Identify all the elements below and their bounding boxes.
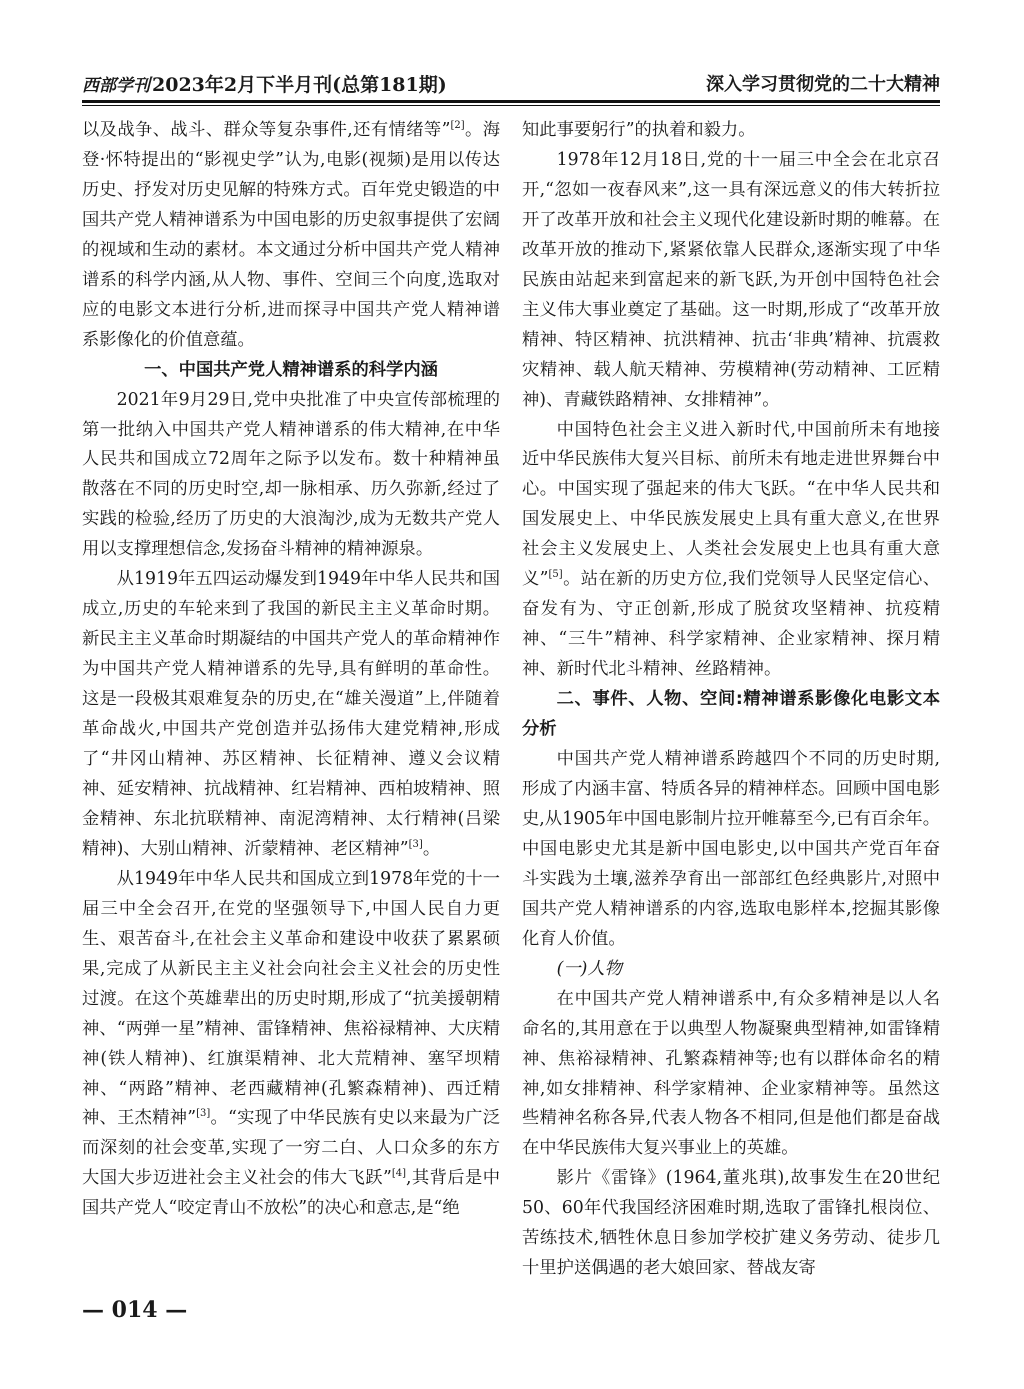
page-number: — 014 — [82, 1297, 188, 1323]
issue-label: 2023年2月下半月刊(总第181期) [152, 74, 447, 96]
paragraph: 在中国共产党人精神谱系中,有众多精神是以人名命名的,其用意在于以典型人物凝聚典型精神,如雷锋精神、焦裕禄精神、孔繁森精神等;也有以群体命名的精神,如女排精神、科学家精神、企业家精神等。虽然这些精神名称各异,代表人物各不相同,但是他们都是奋战在中华民族伟大复兴事业上的英雄。 [522, 988, 940, 1159]
left-column [82, 116, 500, 1224]
section-title: 深入学习贯彻党的二十大精神 [706, 74, 940, 95]
journal-logo: 西部学刊 [82, 76, 150, 96]
paragraph: 中国共产党人精神谱系跨越四个不同的历史时期,形成了内涵丰富、特质各异的精神样态。回顾中国电影史,从1905年中国电影制片拉开帷幕至今,已有百余年。中国电影史尤其是新中国电影史,以中国共产党百年奋斗实践为土壤,滋养孕育出一部部红色经典影片,对照中国共产党人精神谱系的内容,选取电影样本,挖掘其影像化育人价值。 [522, 749, 940, 949]
section-heading-2: 二、事件、人物、空间:精神谱系影像化电影文本分析 [522, 689, 940, 740]
citation-ref[interactable]: [2] [450, 120, 465, 132]
citation-ref[interactable]: [4] [391, 1168, 406, 1180]
section-heading-1: 一、中国共产党人精神谱系的科学内涵 [144, 359, 438, 380]
paragraph: 从1919年五四运动爆发到1949年中华人民共和国成立,历史的车轮来到了我国的新民主主义革命时期。新民主主义革命时期凝结的中国共产党人的革命精神作为中国共产党人精神谱系的先导,具有鲜明的革命性。这是一段极其艰难复杂的历史,在“雄关漫道”上,伴随着革命战火,中国共产党创造并弘扬伟大建党精神,形成了“井冈山精神、苏区精神、长征精神、遵义会议精神、延安精神、抗战精神、红岩精神、西柏坡精神、照金精神、东北抗联精神、南泥湾精神、太行精神(吕梁精神)、大别山精神、沂蒙精神、老区精神”[3]。 [82, 569, 500, 859]
paragraph: 影片《雷锋》(1964,董兆琪),故事发生在20世纪50、60年代我国经济困难时期,选取了雷锋扎根岗位、苦练技术,牺牲休息日参加学校扩建义务劳动、徒步几十里护送偶遇的老大娘回家、替战友寄 [522, 1168, 940, 1279]
paragraph: 知此事要躬行”的执着和毅力。 [522, 120, 756, 140]
paragraph: 从1949年中华人民共和国成立到1978年党的十一届三中全会召开,在党的坚强领导下,中国人民自力更生、艰苦奋斗,在社会主义革命和建设中收获了累累硕果,完成了从新民主主义社会向社会主义社会的历史性过渡。在这个英雄辈出的历史时期,形成了“抗美援朝精神、“两弹一星”精神、雷锋精神、焦裕禄精神、大庆精神(铁人精神)、红旗渠精神、北大荒精神、塞罕坝精神、“两路”精神、老西藏精神(孔繁森精神)、西迁精神、王杰精神”[3]。“实现了中华民族有史以来最为广泛而深刻的社会变革,实现了一穷二白、人口众多的东方大国大步迈进社会主义社会的伟大飞跃”[4],其背后是中国共产党人“咬定青山不放松”的决心和意志,是“绝 [82, 868, 500, 1219]
subsection-heading: (一)人物 [556, 958, 622, 979]
paragraph: 2021年9月29日,党中央批准了中央宣传部梳理的第一批纳入中国共产党人精神谱系的伟大精神,在中华人民共和国成立72周年之际予以发布。数十种精神虽散落在不同的历史时空,却一脉相承、历久弥新,经过了实践的检验,经历了历史的大浪淘沙,成为无数共产党人用以支撑理想信念,发扬奋斗精神的精神源泉。 [82, 389, 500, 560]
citation-ref[interactable]: [3] [408, 839, 423, 851]
paragraph: 以及战争、战斗、群众等复杂事件,还有情绪等”[2]。海登·怀特提出的“影视史学”认为,电影(视频)是用以传达历史、抒发对历史见解的特殊方式。百年党史锻造的中国共产党人精神谱系为中国电影的历史叙事提供了宏阔的视域和生动的素材。本文通过分析中国共产党人精神谱系的科学内涵,从人物、事件、空间三个向度,选取对应的电影文本进行分析,进而探寻中国共产党人精神谱系影像化的价值意蕴。 [82, 120, 500, 350]
right-column [522, 116, 940, 1284]
header-rule-thin [82, 105, 940, 106]
paragraph: 中国特色社会主义进入新时代,中国前所未有地接近中华民族伟大复兴目标、前所未有地走进世界舞台中心。中国实现了强起来的伟大飞跃。“在中华人民共和国发展史上、中华民族发展史上具有重大意义,在世界社会主义发展史上、人类社会发展史上也具有重大意义”[5]。站在新的历史方位,我们党领导人民坚定信心、奋发有为、守正创新,形成了脱贫攻坚精神、抗疫精神、“三牛”精神、科学家精神、企业家精神、探月精神、新时代北斗精神、丝路精神。 [522, 419, 940, 680]
paragraph: 1978年12月18日,党的十一届三中全会在北京召开,“忽如一夜春风来”,这一具有深远意义的伟大转折拉开了改革开放和社会主义现代化建设新时期的帷幕。在改革开放的推动下,紧紧依靠人民群众,逐渐实现了中华民族由站起来到富起来的新飞跃,为开创中国特色社会主义伟大事业奠定了基础。这一时期,形成了“改革开放精神、特区精神、抗洪精神、抗击‘非典’精神、抗震救灾精神、载人航天精神、劳模精神(劳动精神、工匠精神)、青藏铁路精神、女排精神”。 [522, 149, 940, 410]
running-header-left [82, 70, 447, 97]
citation-ref[interactable]: [5] [548, 569, 563, 581]
header-rule-thick [82, 100, 940, 103]
citation-ref[interactable]: [3] [196, 1108, 211, 1120]
